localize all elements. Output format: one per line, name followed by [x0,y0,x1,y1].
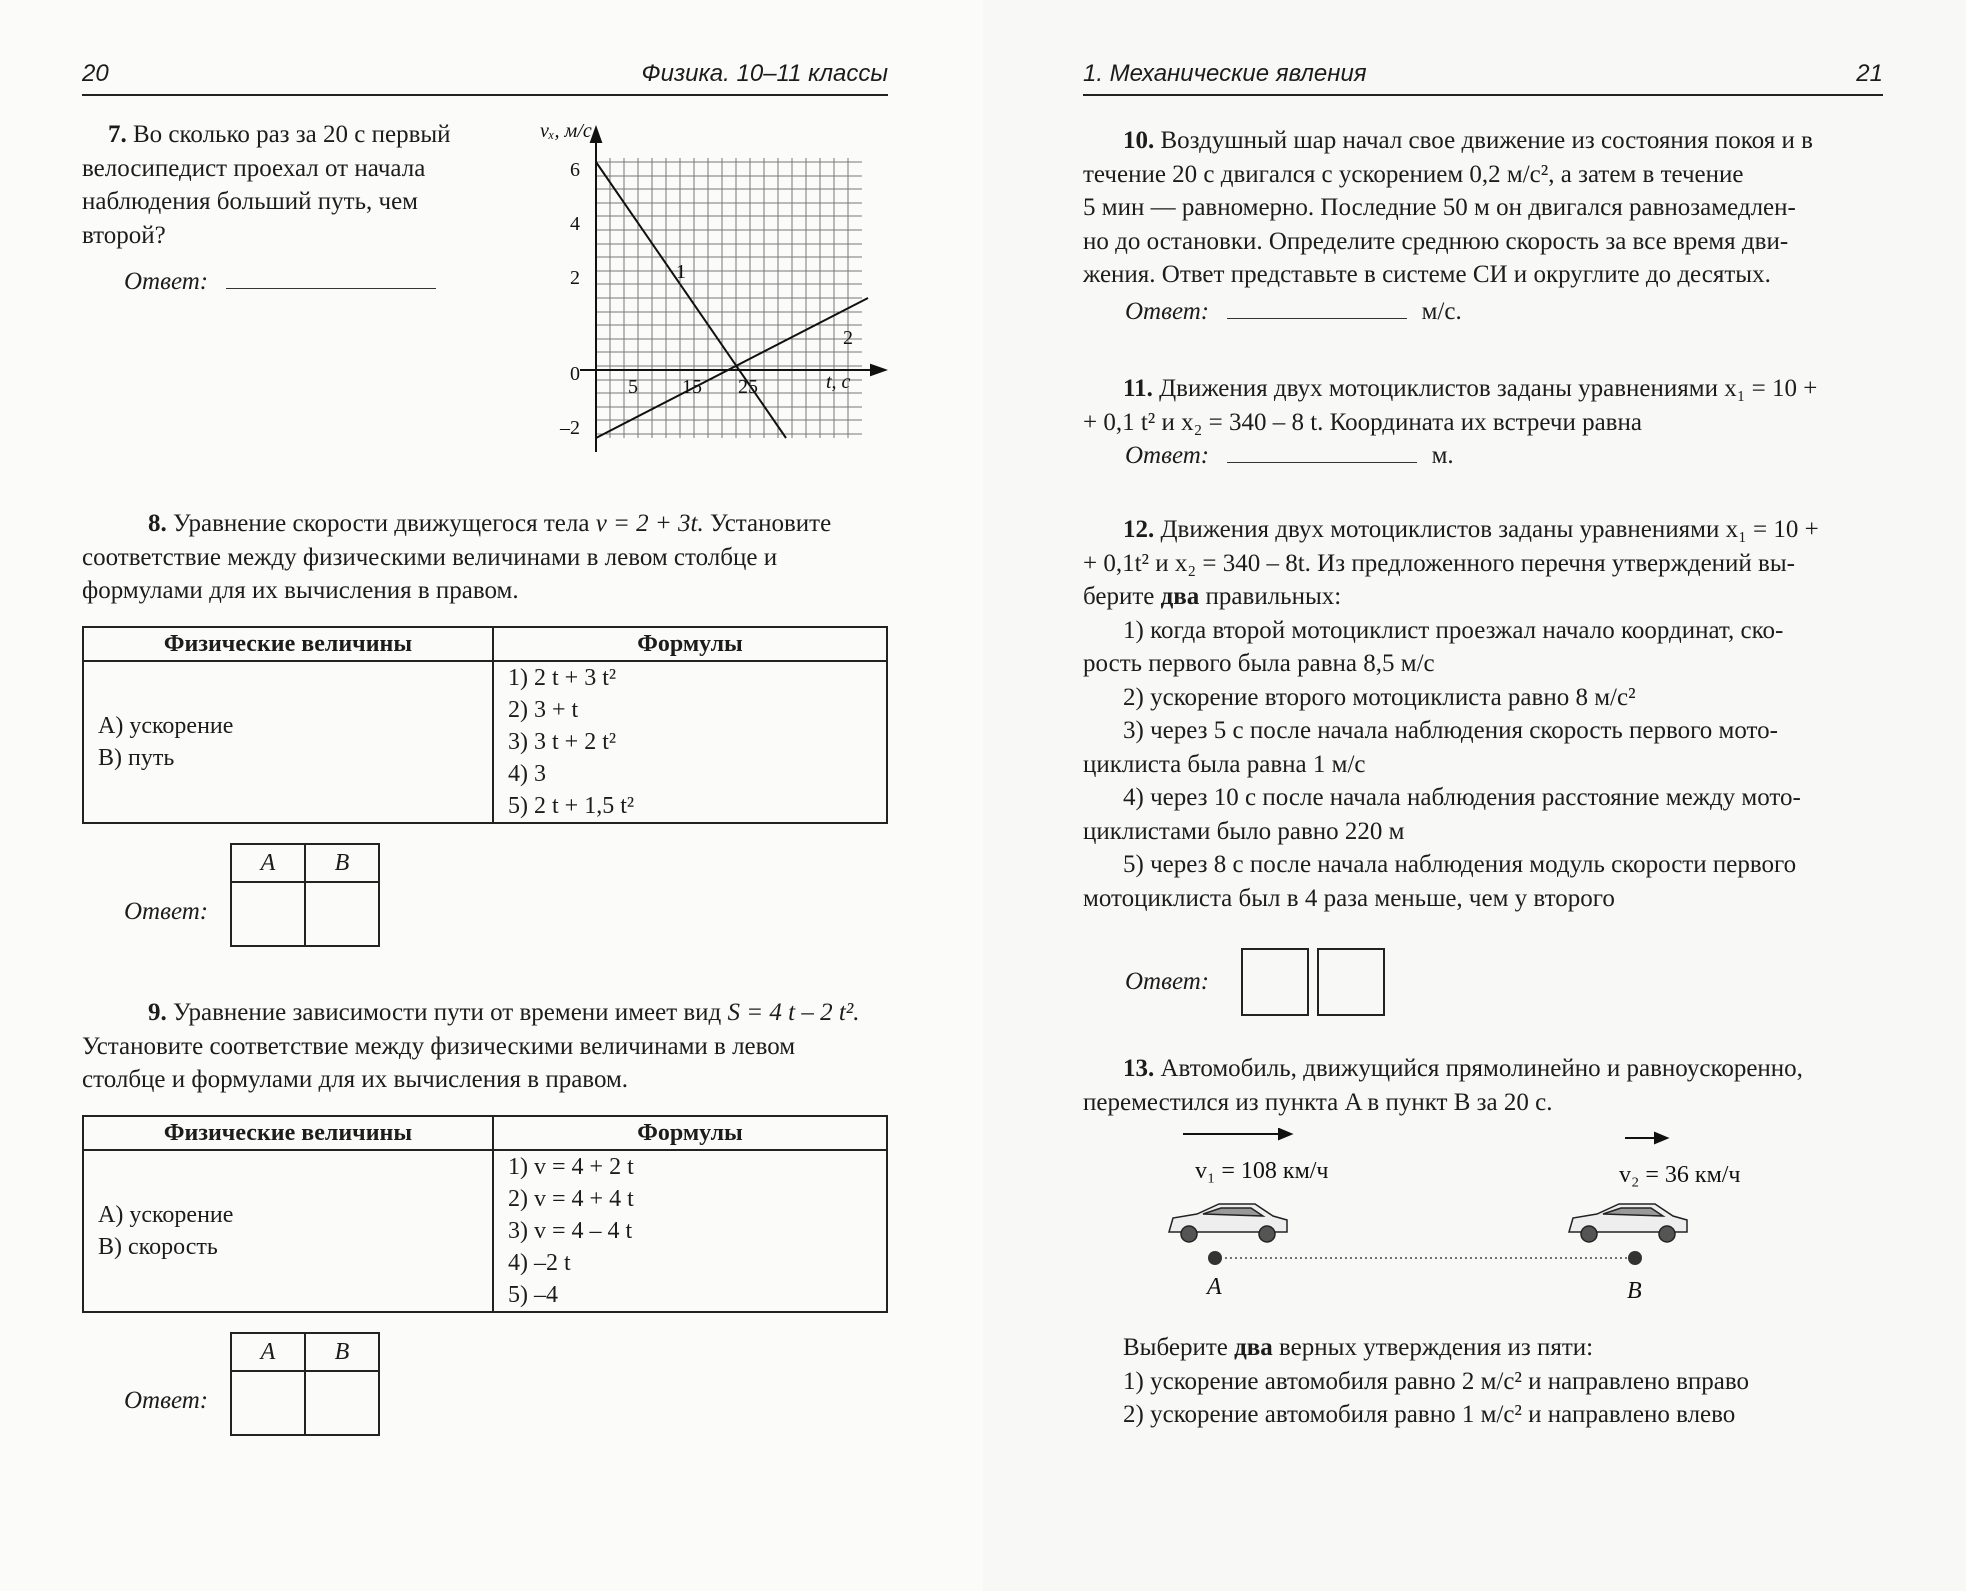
formula-item: 4) 3 [508,761,546,787]
q13-option: 1) ускорение автомобиля равно 2 м/с² и направлено вправо [1123,1367,1750,1395]
q12-option: циклиста была равна 1 м/с [1083,750,1366,778]
question-9 [82,996,888,1097]
question-number: 10. [1123,127,1155,154]
answer-label: Ответ: [124,898,209,925]
question-11 [1083,372,1883,439]
formula-item: 5) 2 t + 1,5 t² [508,793,635,819]
v1-arrowhead [1279,1129,1291,1139]
quantity-b: B) скорость [98,1234,218,1260]
chapter-title: 1. Механические явления [1083,60,1367,87]
y-tick: 0 [570,363,580,385]
y-axis-arrow [591,128,601,142]
velocity-graph [540,122,890,467]
quantity-a: A) ускорение [98,1202,234,1228]
answer-box-a[interactable] [231,882,305,946]
q12-line: + 0,1t² и x₂ = 340 – 8t. Из предложенного перечня утверждений вы- [1083,549,1795,577]
q8-equation: v = 2 + 3t. [595,510,704,537]
q11-answer [1125,442,1454,470]
line-1-label: 1 [676,261,686,283]
page-number: 20 [82,60,109,87]
formula-item: 5) –4 [508,1282,558,1308]
q12-option: 5) через 8 с после начала наблюдения модуль скорости первого [1123,851,1797,878]
x-tick: 25 [738,376,758,398]
y-tick: 6 [570,159,580,181]
q13-choose [1123,1331,1883,1432]
x-tick: 5 [628,376,638,398]
line-2 [596,298,868,438]
q10-line: жения. Ответ представьте в системе СИ и округлите до десятых. [1083,261,1771,288]
question-7 [82,118,512,252]
q8-answer-grid [230,843,380,947]
point-b-label: B [1627,1278,1642,1304]
formula-item: 4) –2 t [508,1250,571,1276]
question-10 [1083,124,1883,292]
quantity-a: A) ускорение [98,713,234,739]
point-a-marker [1208,1251,1222,1265]
answer-box-2[interactable] [1317,948,1385,1016]
q12-option: 1) когда второй мотоциклист проезжал начало координат, ско- [1123,616,1784,644]
car-diagram [1163,1128,1783,1308]
formulas-cell [493,661,887,823]
q12-option: 2) ускорение второго мотоциклиста равно 8 м/с² [1123,683,1636,711]
q12-option: 4) через 10 с после начала наблюдения расстояние между мото- [1123,784,1801,811]
formula-item: 3) 3 t + 2 t² [508,729,617,755]
q8-line: формулами для их вычисления в правом. [82,577,519,604]
q8-match-table [82,626,888,824]
q9-line: столбце и формулами для их вычисления в правом. [82,1066,629,1093]
column-header: Физические величины [83,627,493,661]
q12-text: Движения двух мотоциклистов заданы уравнениями x₁ = 10 + [1160,516,1819,543]
q13-line: переместился из пункта A в пункт B за 20 с. [1083,1088,1553,1116]
v1-label: v₁ = 108 км/ч [1195,1158,1329,1184]
question-number: 8. [148,510,167,537]
q10-line: но до остановки. Определите среднюю скорость за все время дви- [1083,227,1789,255]
answer-line[interactable] [1227,462,1417,463]
q12-option: мотоциклиста был в 4 раза меньше, чем у второго [1083,884,1615,912]
page-number: 21 [1856,60,1883,87]
q13-option: 2) ускорение автомобиля равно 1 м/с² и направлено влево [1123,1401,1736,1428]
page-header-right [1083,58,1883,96]
quantities-cell [83,661,493,823]
q10-line: течение 20 с двигался с ускорением 0,2 м/с², а затем в течение [1083,160,1744,188]
q13-text: Автомобиль, движущийся прямолинейно и равноускоренно, [1160,1055,1803,1082]
question-12 [1083,513,1883,915]
question-number: 13. [1123,1055,1155,1082]
column-header: Формулы [493,1116,887,1150]
car-b-icon [1569,1204,1687,1242]
q8-text: Уравнение скорости движущегося тела [173,510,590,537]
car-a-icon [1169,1204,1287,1242]
formula-item: 1) v = 4 + 2 t [508,1154,634,1180]
v2-arrowhead [1655,1133,1667,1143]
x-tick: 15 [682,376,702,398]
x-axis-label: t, с [826,371,851,393]
answer-box-1[interactable] [1241,948,1309,1016]
answer-unit: м. [1431,442,1454,469]
q10-text: Воздушный шар начал свое движение из состояния покоя и в [1160,127,1813,154]
quantity-b: B) путь [98,745,175,771]
q7-line: второй? [82,221,166,249]
answer-line[interactable] [226,288,436,289]
q12-option: циклистами было равно 220 м [1083,817,1405,845]
q9-line: Установите соответствие между физическими величинами в левом [82,1032,796,1060]
q13-text: Выберите [1123,1334,1228,1361]
y-axis-label: vₓ, м/с [540,122,592,142]
box-label-a: A [231,844,305,882]
q9-match-table [82,1115,888,1313]
q9-text: Уравнение зависимости пути от времени имеет вид [173,999,722,1026]
q13-emphasis: два [1234,1334,1273,1361]
answer-label: Ответ: [1125,442,1210,469]
q12-option: рость первого была равна 8,5 м/с [1083,650,1435,677]
answer-box-b[interactable] [305,882,379,946]
answer-box-b[interactable] [305,1371,379,1435]
q7-line: велосипедист проехал от начала [82,154,426,182]
column-header: Физические величины [83,1116,493,1150]
q11-line: + 0,1 t² и x₂ = 340 – 8 t. Координата их встречи равна [1083,408,1642,436]
line-2-label: 2 [843,327,853,349]
q12-option: 3) через 5 с после начала наблюдения скорость первого мото- [1123,717,1778,744]
y-tick: 2 [570,267,580,289]
book-title: Физика. 10–11 классы [641,60,888,87]
q8-line: соответствие между физическими величинами в левом столбце и [82,543,778,571]
question-number: 11. [1123,375,1153,402]
y-tick: 4 [570,213,580,235]
question-number: 7. [108,121,127,148]
answer-label: Ответ: [1125,968,1210,995]
q13-text: верных утверждения из пяти: [1279,1334,1594,1361]
y-tick: –2 [560,417,580,439]
page-header-left [82,58,888,96]
q11-text: Движения двух мотоциклистов заданы уравнениями x₁ = 10 + [1159,375,1818,402]
formula-item: 1) 2 t + 3 t² [508,665,617,691]
q10-answer [1125,298,1462,326]
q7-line: наблюдения больший путь, чем [82,188,418,215]
x-axis-arrow [871,365,885,375]
q10-line: 5 мин –– равномерно. Последние 50 м он двигался равнозамедлен- [1083,194,1796,221]
question-number: 9. [148,999,167,1026]
answer-label: Ответ: [124,268,209,295]
q12-text: берите [1083,583,1155,610]
point-b-marker [1628,1251,1642,1265]
q12-text: правильных: [1205,583,1342,610]
column-header: Формулы [493,627,887,661]
formula-item: 3) v = 4 – 4 t [508,1218,633,1244]
box-label-b: B [305,1333,379,1371]
answer-box-a[interactable] [231,1371,305,1435]
question-8 [82,507,888,608]
formula-item: 2) 3 + t [508,697,579,723]
question-number: 12. [1123,516,1155,543]
point-a-label: A [1207,1274,1222,1300]
answer-unit: м/с. [1421,298,1462,325]
answer-line[interactable] [1227,318,1407,319]
right-page [983,0,1966,1591]
q7-answer [124,268,436,296]
question-13 [1083,1052,1883,1119]
formula-item: 2) v = 4 + 4 t [508,1186,634,1212]
q8-text: Установите [710,510,832,537]
v2-label: v₂ = 36 км/ч [1619,1162,1741,1188]
answer-label: Ответ: [1125,298,1210,325]
q12-emphasis: два [1160,583,1200,610]
q7-line: Во сколько раз за 20 с первый [133,121,451,148]
formulas-cell [493,1150,887,1312]
answer-label: Ответ: [124,1387,209,1414]
q9-answer-grid [230,1332,380,1436]
q9-equation: S = 4 t – 2 t². [727,999,860,1026]
box-label-a: A [231,1333,305,1371]
box-label-b: B [305,844,379,882]
quantities-cell [83,1150,493,1312]
